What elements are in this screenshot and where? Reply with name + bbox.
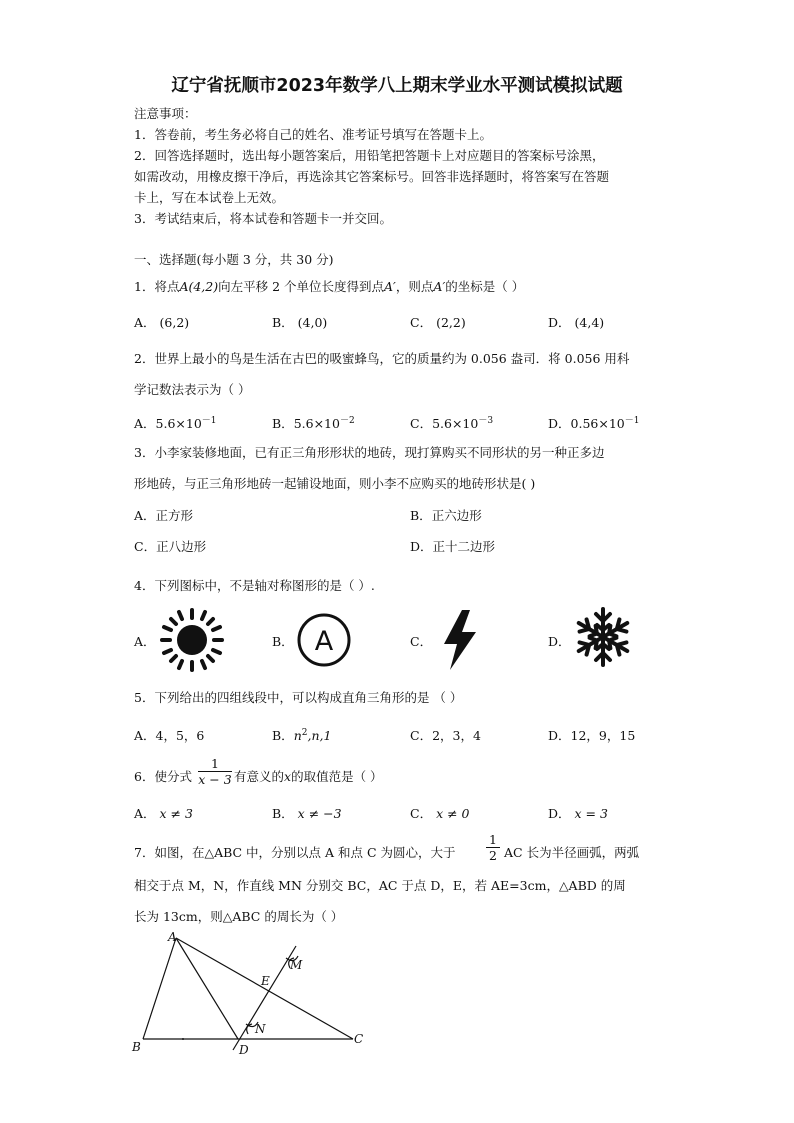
- question-7-stem-cont: 相交于点 M，N，作直线 MN 分别交 BC，AC 于点 D，E，若 AE=3cm，△ABD 的周: [134, 878, 626, 893]
- q4-option-c-label: C．: [410, 634, 433, 649]
- q5-option-d: D．12，9，15: [548, 728, 636, 743]
- q2-option-b: B．$5.6\times 10^{-2}$: [272, 416, 355, 432]
- triangle-figure: [128, 928, 378, 1060]
- notice-item: 3．考试结束后，将本试卷和答题卡一并交回。: [134, 211, 392, 226]
- q2-option-d: D．$0.56\times 10^{-1}$: [548, 416, 640, 432]
- question-7-stem-a: 7．如图，在△ABC 中，分别以点 A 和点 C 为圆心，大于: [134, 845, 456, 860]
- q5-option-c: C．2，3，4: [410, 728, 481, 743]
- question-1-stem: 1．将点A(4,2)向左平移 2 个单位长度得到点A′，则点A′的坐标是（ ）: [134, 279, 525, 294]
- question-7-stem-cont2: 长为 13cm，则△ABC 的周长为（ ）: [134, 909, 344, 924]
- notice-item: 卡上，写在本试卷上无效。: [134, 190, 285, 205]
- q2-option-c: C．$5.6\times 10^{-3}$: [410, 416, 494, 432]
- q2-option-a: A．$5.6\times 10^{-1}$: [134, 416, 217, 432]
- question-5-stem: 5．下列给出的四组线段中，可以构成直角三角形的是 （ ）: [134, 690, 463, 705]
- question-7-stem-b: AC 长为半径画弧，两弧: [504, 845, 640, 860]
- q6-option-b: B． x ≠ −3: [272, 806, 342, 821]
- question-2-stem-cont: 学记数法表示为（ ）: [134, 382, 251, 397]
- segment-ad: [176, 938, 238, 1039]
- q4-option-a-label: A．: [134, 634, 156, 649]
- q3-option-a: A．正方形: [134, 508, 194, 523]
- q3-option-c: C．正八边形: [134, 539, 207, 554]
- label-m: M: [290, 958, 303, 972]
- notice-item: 1．答卷前，考生务必将自己的姓名、准考证号填写在答题卡上。: [134, 127, 492, 142]
- q6-fraction: $\frac{1}{x - 3}$: [198, 756, 232, 787]
- q5-option-a: A．4，5，6: [134, 728, 205, 743]
- segment-ab: [143, 938, 176, 1039]
- label-b: B: [132, 1040, 141, 1054]
- question-6-stem-b: 有意义的x的取值范是（ ）: [234, 769, 383, 784]
- lightning-bolt-icon: [440, 608, 480, 672]
- question-2-stem: 2．世界上最小的鸟是生活在古巴的吸蜜蜂鸟，它的质量约为 0.056 盎司．将 0.056 用科: [134, 351, 630, 366]
- q1-option-b: B． (4,0): [272, 315, 328, 330]
- circled-a-glyph: A: [314, 626, 334, 657]
- label-c: C: [354, 1032, 364, 1046]
- label-d: D: [239, 1043, 249, 1057]
- q6-option-d: D． x = 3: [548, 806, 608, 821]
- question-3-stem-cont: 形地砖，与正三角形地砖一起铺设地面，则小李不应购买的地砖形状是( ): [134, 476, 536, 491]
- q3-option-d: D．正十二边形: [410, 539, 496, 554]
- q4-option-b-label: B．: [272, 634, 294, 649]
- label-a: A: [168, 930, 177, 944]
- page-title: 辽宁省抚顺市2023年数学八上期末学业水平测试模拟试题: [171, 76, 623, 96]
- q1-option-c: C． (2,2): [410, 315, 466, 330]
- circled-a-icon: [296, 612, 352, 668]
- label-e: E: [261, 974, 270, 988]
- q7-fraction: $\frac{1}{2}$: [486, 832, 500, 863]
- notice-item: 2．回答选择题时，选出每小题答案后，用铅笔把答题卡上对应题目的答案标号涂黑，: [134, 148, 605, 163]
- question-3-stem: 3．小李家装修地面，已有正三角形形状的地砖，现打算购买不同形状的另一种正多边: [134, 445, 605, 460]
- notice-item: 如需改动，用橡皮擦干净后，再选涂其它答案标号。回答非选择题时，将答案写在答题: [134, 169, 610, 184]
- q3-option-b: B．正六边形: [410, 508, 482, 523]
- label-n: N: [255, 1022, 266, 1036]
- sun-icon: [160, 608, 224, 672]
- q4-option-d-label: D．: [548, 634, 571, 649]
- question-6-stem-a: 6．使分式: [134, 769, 192, 784]
- section-heading: 一、选择题(每小题 3 分，共 30 分): [134, 252, 334, 267]
- q6-option-c: C． x ≠ 0: [410, 806, 470, 821]
- q1-option-a: A． (6,2): [134, 315, 190, 330]
- snowflake-icon: [572, 606, 634, 668]
- q6-option-a: A． x ≠ 3: [134, 806, 193, 821]
- q5-option-b: B．$n^2,n,1$: [272, 727, 332, 743]
- question-4-stem: 4．下列图标中，不是轴对称图形的是（ ）.: [134, 578, 375, 593]
- notice-heading: 注意事项：: [134, 106, 197, 121]
- q1-option-d: D． (4,4): [548, 315, 605, 330]
